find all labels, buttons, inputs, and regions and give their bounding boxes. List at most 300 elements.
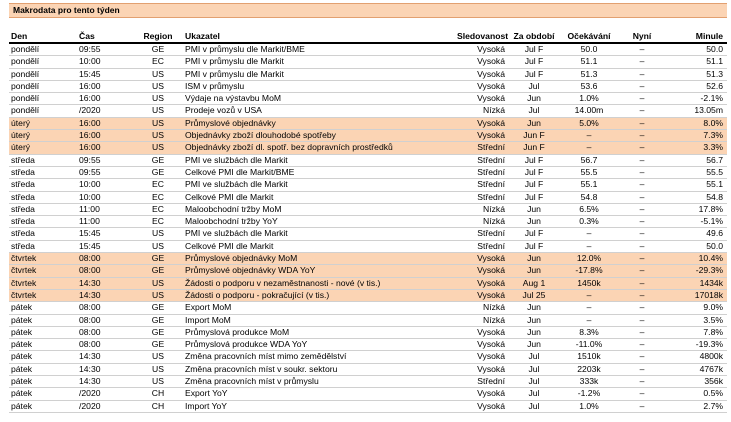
table-row: [9, 240, 727, 252]
cell-cas: /2020: [79, 105, 101, 116]
cell-obdobi: Jun: [527, 203, 541, 214]
cell-sledovanost: Nízká: [483, 216, 505, 227]
cell-cas: 08:00: [79, 265, 101, 276]
cell-den: středa: [11, 166, 35, 177]
cell-ocekavani: 50.0: [580, 44, 598, 54]
cell-region: GE: [151, 302, 165, 313]
cell-cas: /2020: [79, 388, 101, 399]
cell-ocekavani: –: [586, 130, 592, 141]
cell-region: GE: [151, 339, 165, 350]
cell-nyni: –: [639, 203, 645, 214]
cell-nyni: –: [639, 302, 645, 313]
cell-region: CH: [151, 400, 165, 411]
cell-region: US: [152, 289, 164, 300]
table-row: [9, 191, 727, 203]
cell-den: čtvrtek: [11, 253, 37, 264]
cell-cas: 16:00: [79, 130, 101, 141]
cell-sledovanost: Nízká: [483, 105, 505, 116]
cell-ocekavani: –: [586, 314, 592, 325]
cell-minule: 50.0: [706, 44, 723, 54]
cell-nyni: –: [639, 388, 645, 399]
cell-region: US: [152, 351, 164, 362]
cell-cas: 09:55: [79, 154, 101, 165]
cell-region: EC: [152, 203, 164, 214]
cell-sledovanost: Střední: [477, 228, 505, 239]
cell-sledovanost: Střední: [477, 142, 505, 153]
cell-cas: 15:45: [79, 228, 101, 239]
cell-sledovanost: Vysoká: [477, 265, 505, 276]
cell-nyni: –: [639, 376, 645, 387]
cell-obdobi: Jun: [527, 302, 541, 313]
table-row: [9, 43, 727, 56]
cell-region: US: [152, 80, 164, 91]
cell-sledovanost: Vysoká: [477, 326, 505, 337]
cell-den: středa: [11, 154, 35, 165]
cell-nyni: –: [639, 363, 645, 374]
table-row: [9, 203, 727, 215]
cell-minule: 54.8: [706, 191, 723, 202]
table-row: [9, 351, 727, 363]
cell-sledovanost: Nízká: [483, 314, 505, 325]
cell-ukazatel: Celkové PMI dle Markit: [185, 240, 274, 251]
cell-cas: 10:00: [79, 191, 101, 202]
cell-minule: -29.3%: [695, 265, 723, 276]
table-row: [9, 326, 727, 338]
cell-ocekavani: 53.6: [580, 80, 598, 91]
cell-den: pátek: [11, 351, 33, 362]
table-row: [9, 80, 727, 92]
cell-region: US: [152, 228, 164, 239]
cell-cas: 16:00: [79, 93, 101, 104]
cell-ocekavani: 56.7: [580, 154, 598, 165]
cell-cas: 08:00: [79, 326, 101, 337]
cell-ukazatel: Průmyslová produkce MoM: [185, 326, 290, 337]
cell-sledovanost: Střední: [477, 154, 505, 165]
cell-cas: 08:00: [79, 339, 101, 350]
cell-nyni: –: [639, 44, 645, 54]
col-header-region: Region: [143, 31, 173, 41]
cell-cas: 16:00: [79, 142, 101, 153]
cell-region: US: [152, 277, 164, 288]
cell-nyni: –: [639, 166, 645, 177]
cell-minule: 17.8%: [698, 203, 723, 214]
cell-obdobi: Jul F: [524, 166, 544, 177]
cell-ocekavani: -11.0%: [575, 339, 603, 350]
cell-cas: 09:55: [79, 166, 101, 177]
cell-sledovanost: Nízká: [483, 203, 505, 214]
cell-sledovanost: Vysoká: [477, 388, 505, 399]
cell-ukazatel: PMI v průmyslu dle Markit: [185, 68, 284, 79]
cell-region: CH: [151, 388, 165, 399]
cell-nyni: –: [639, 154, 645, 165]
table-row: [9, 376, 727, 388]
cell-ocekavani: –: [586, 228, 592, 239]
cell-sledovanost: Střední: [477, 240, 505, 251]
cell-ukazatel: Žádosti o podporu - pokračující (v tis.): [185, 289, 330, 300]
cell-nyni: –: [639, 314, 645, 325]
cell-ukazatel: PMI ve službách dle Markit: [185, 154, 288, 165]
cell-ukazatel: Změna pracovních míst v soukr. sektoru: [185, 363, 338, 374]
cell-sledovanost: Střední: [477, 166, 505, 177]
cell-ocekavani: 5.0%: [579, 117, 599, 128]
cell-minule: 13.05m: [694, 105, 723, 116]
cell-sledovanost: Vysoká: [477, 56, 505, 67]
cell-nyni: –: [639, 142, 645, 153]
cell-region: US: [152, 68, 164, 79]
cell-den: pátek: [11, 376, 33, 387]
cell-ukazatel: Objednávky zboží dlouhodobé spotřeby: [185, 130, 336, 141]
cell-den: středa: [11, 203, 35, 214]
cell-ocekavani: 55.1: [580, 179, 598, 190]
table-row: [9, 253, 727, 265]
cell-sledovanost: Vysoká: [477, 130, 505, 141]
cell-ocekavani: 1.0%: [579, 93, 599, 104]
cell-ukazatel: Výdaje na výstavbu MoM: [185, 93, 282, 104]
table-row: [9, 179, 727, 191]
table-row: [9, 388, 727, 400]
cell-den: středa: [11, 240, 35, 251]
cell-obdobi: Jun F: [523, 142, 545, 153]
cell-sledovanost: Vysoká: [477, 400, 505, 411]
cell-nyni: –: [639, 93, 645, 104]
table-row: [9, 302, 727, 314]
cell-ukazatel: Průmyslové objednávky MoM: [185, 253, 298, 264]
table-title: Makrodata pro tento týden: [9, 3, 727, 18]
cell-obdobi: Jun F: [523, 130, 545, 141]
cell-nyni: –: [639, 228, 645, 239]
cell-minule: 55.5: [706, 166, 723, 177]
cell-ocekavani: -17.8%: [575, 265, 603, 276]
cell-sledovanost: Vysoká: [477, 93, 505, 104]
cell-nyni: –: [639, 130, 645, 141]
cell-region: EC: [152, 191, 164, 202]
table-row: [9, 105, 727, 117]
cell-den: pátek: [11, 326, 33, 337]
cell-cas: 10:00: [79, 179, 101, 190]
cell-den: pondělí: [11, 105, 40, 116]
cell-cas: 16:00: [79, 117, 101, 128]
cell-region: GE: [151, 44, 165, 54]
table-row: [9, 117, 727, 129]
cell-cas: 14:30: [79, 376, 101, 387]
table-row: [9, 166, 727, 178]
cell-minule: 50.0: [706, 240, 723, 251]
cell-ocekavani: 14.00m: [574, 105, 604, 116]
cell-cas: 14:30: [79, 289, 101, 300]
cell-nyni: –: [639, 105, 645, 116]
cell-obdobi: Jul: [528, 363, 540, 374]
cell-obdobi: Jul F: [524, 56, 544, 67]
cell-region: GE: [151, 265, 165, 276]
cell-ocekavani: 6.5%: [579, 203, 599, 214]
cell-ocekavani: –: [586, 240, 592, 251]
cell-den: pátek: [11, 302, 33, 313]
cell-den: pondělí: [11, 80, 40, 91]
cell-obdobi: Jun: [527, 314, 541, 325]
cell-den: středa: [11, 191, 35, 202]
cell-cas: 15:45: [79, 240, 101, 251]
cell-sledovanost: Vysoká: [477, 80, 505, 91]
cell-obdobi: Jun: [527, 216, 541, 227]
cell-cas: 15:45: [79, 68, 101, 79]
cell-den: pondělí: [11, 93, 40, 104]
cell-minule: 49.6: [706, 228, 723, 239]
cell-obdobi: Jun: [527, 117, 541, 128]
cell-obdobi: Jul F: [524, 191, 544, 202]
cell-den: pátek: [11, 314, 33, 325]
cell-ukazatel: Změna pracovních míst mimo zemědělství: [185, 351, 347, 362]
cell-ocekavani: 0.3%: [579, 216, 599, 227]
cell-ukazatel: Export MoM: [185, 302, 232, 313]
cell-ocekavani: 55.5: [580, 166, 598, 177]
col-header-den: Den: [11, 31, 28, 41]
cell-obdobi: Jul F: [524, 179, 544, 190]
cell-minule: 51.3: [706, 68, 723, 79]
cell-ukazatel: Export YoY: [185, 388, 228, 399]
cell-ukazatel: PMI ve službách dle Markit: [185, 179, 288, 190]
cell-minule: -5.1%: [700, 216, 723, 227]
cell-ukazatel: Objednávky zboží dl. spotř. bez dopravních prostředků: [185, 142, 393, 153]
cell-sledovanost: Vysoká: [477, 117, 505, 128]
cell-region: EC: [152, 56, 164, 67]
cell-minule: 8.0%: [703, 117, 723, 128]
cell-cas: 11:00: [79, 216, 100, 227]
cell-nyni: –: [639, 240, 645, 251]
cell-region: GE: [151, 166, 165, 177]
col-header-ukazatel: Ukazatel: [185, 31, 220, 41]
cell-nyni: –: [639, 216, 645, 227]
cell-den: čtvrtek: [11, 289, 37, 300]
cell-obdobi: Jul 25: [522, 289, 546, 300]
table-row: [9, 339, 727, 351]
table-row: [9, 228, 727, 240]
cell-den: pátek: [11, 400, 33, 411]
cell-minule: -19.3%: [695, 339, 723, 350]
cell-ukazatel: Import YoY: [185, 400, 228, 411]
cell-minule: 9.0%: [703, 302, 723, 313]
cell-cas: 09:55: [79, 44, 101, 54]
cell-nyni: –: [639, 68, 645, 79]
cell-region: US: [152, 117, 164, 128]
col-header-minule: Minule: [695, 31, 723, 41]
cell-ocekavani: –: [586, 142, 592, 153]
cell-ukazatel: PMI v průmyslu dle Markit: [185, 56, 284, 67]
table-row: [9, 68, 727, 80]
cell-minule: 356k: [704, 376, 723, 387]
cell-minule: 2.7%: [703, 400, 723, 411]
col-header-nyni: Nyní: [632, 31, 652, 41]
cell-den: úterý: [11, 142, 31, 153]
cell-obdobi: Jun: [527, 265, 541, 276]
cell-nyni: –: [639, 253, 645, 264]
table-row: [9, 265, 727, 277]
cell-nyni: –: [639, 179, 645, 190]
cell-den: pátek: [11, 363, 33, 374]
cell-sledovanost: Vysoká: [477, 68, 505, 79]
cell-obdobi: Jun: [527, 253, 541, 264]
cell-sledovanost: Vysoká: [477, 277, 505, 288]
cell-den: středa: [11, 179, 35, 190]
cell-obdobi: Jun: [527, 339, 541, 350]
cell-ocekavani: 1450k: [577, 277, 601, 288]
cell-den: čtvrtek: [11, 277, 37, 288]
cell-nyni: –: [639, 339, 645, 350]
col-header-sledovanost: Sledovanost: [457, 31, 509, 41]
cell-sledovanost: Vysoká: [477, 339, 505, 350]
cell-cas: /2020: [79, 400, 101, 411]
cell-minule: 56.7: [706, 154, 723, 165]
col-header-obdobi: Za období: [513, 31, 555, 41]
cell-ocekavani: 51.3: [580, 68, 598, 79]
cell-sledovanost: Vysoká: [477, 351, 505, 362]
cell-region: GE: [151, 253, 165, 264]
table-body: [9, 43, 727, 412]
cell-ukazatel: Průmyslové objednávky WDA YoY: [185, 265, 316, 276]
table-row: [9, 56, 727, 68]
cell-cas: 14:30: [79, 363, 101, 374]
col-header-cas: Čas: [79, 31, 95, 41]
cell-nyni: –: [639, 117, 645, 128]
cell-cas: 08:00: [79, 253, 101, 264]
cell-obdobi: Jul F: [524, 154, 544, 165]
cell-minule: -2.1%: [700, 93, 723, 104]
table-row: [9, 363, 727, 375]
cell-minule: 7.3%: [703, 130, 723, 141]
cell-sledovanost: Střední: [477, 191, 505, 202]
cell-minule: 4767k: [699, 363, 723, 374]
cell-ukazatel: Import MoM: [185, 314, 231, 325]
cell-cas: 16:00: [79, 80, 101, 91]
cell-minule: 52.6: [706, 80, 723, 91]
cell-obdobi: Jul: [528, 376, 540, 387]
cell-ocekavani: 54.8: [580, 191, 598, 202]
cell-ukazatel: Maloobchodní tržby MoM: [185, 203, 282, 214]
cell-ukazatel: Celkové PMI dle Markit/BME: [185, 166, 295, 177]
cell-region: GE: [151, 326, 165, 337]
cell-cas: 08:00: [79, 302, 101, 313]
cell-den: pátek: [11, 339, 33, 350]
cell-ukazatel: Celkové PMI dle Markit: [185, 191, 274, 202]
cell-obdobi: Jul: [528, 400, 540, 411]
cell-sledovanost: Vysoká: [477, 253, 505, 264]
cell-sledovanost: Nízká: [483, 302, 505, 313]
cell-den: pondělí: [11, 68, 40, 79]
cell-ukazatel: PMI ve službách dle Markit: [185, 228, 288, 239]
cell-ocekavani: 51.1: [580, 56, 598, 67]
cell-den: pátek: [11, 388, 33, 399]
cell-region: US: [152, 130, 164, 141]
cell-ukazatel: PMI v průmyslu dle Markit/BME: [185, 44, 305, 54]
cell-nyni: –: [639, 265, 645, 276]
cell-nyni: –: [639, 80, 645, 91]
cell-obdobi: Jul F: [524, 240, 544, 251]
cell-ocekavani: -1.2%: [577, 388, 601, 399]
cell-region: EC: [152, 179, 164, 190]
cell-ocekavani: –: [586, 289, 592, 300]
cell-minule: 3.5%: [703, 314, 723, 325]
cell-minule: 3.3%: [703, 142, 723, 153]
cell-nyni: –: [639, 351, 645, 362]
cell-region: US: [152, 376, 164, 387]
table-row: [9, 314, 727, 326]
cell-region: US: [152, 105, 164, 116]
cell-obdobi: Jul: [528, 351, 540, 362]
cell-obdobi: Jun: [527, 326, 541, 337]
table-row: [9, 289, 727, 301]
table-row: [9, 277, 727, 289]
table-row: [9, 130, 727, 142]
cell-nyni: –: [639, 289, 645, 300]
cell-nyni: –: [639, 326, 645, 337]
cell-region: GE: [151, 314, 165, 325]
cell-minule: 4800k: [699, 351, 723, 362]
cell-ukazatel: Změna pracovních míst v průmyslu: [185, 376, 319, 387]
cell-ukazatel: Maloobchodní tržby YoY: [185, 216, 278, 227]
cell-region: EC: [152, 216, 164, 227]
cell-obdobi: Jul: [528, 105, 540, 116]
cell-obdobi: Jul F: [524, 68, 544, 79]
cell-cas: 14:30: [79, 351, 101, 362]
cell-den: úterý: [11, 130, 31, 141]
cell-nyni: –: [639, 277, 645, 288]
cell-minule: 0.5%: [703, 388, 723, 399]
macro-calendar-table: [9, 31, 727, 413]
cell-minule: 17018k: [694, 289, 723, 300]
table-row: [9, 216, 727, 228]
cell-ukazatel: Průmyslová produkce WDA YoY: [185, 339, 308, 350]
cell-minule: 7.8%: [703, 326, 723, 337]
cell-den: úterý: [11, 117, 31, 128]
cell-cas: 08:00: [79, 314, 101, 325]
cell-region: US: [152, 93, 164, 104]
cell-region: GE: [151, 154, 165, 165]
cell-ocekavani: 1.0%: [579, 400, 599, 411]
cell-region: US: [152, 142, 164, 153]
cell-cas: 10:00: [79, 56, 101, 67]
cell-nyni: –: [639, 400, 645, 411]
cell-ocekavani: 12.0%: [576, 253, 602, 264]
table-row: [9, 154, 727, 166]
table-row: [9, 142, 727, 154]
cell-minule: 10.4%: [698, 253, 723, 264]
cell-den: pondělí: [11, 56, 40, 67]
cell-minule: 51.1: [706, 56, 723, 67]
cell-cas: 11:00: [79, 203, 100, 214]
cell-obdobi: Jun: [527, 93, 541, 104]
cell-minule: 1434k: [699, 277, 723, 288]
cell-ukazatel: Žádosti o podporu v nezaměstnanosti - nové (v tis.): [185, 277, 381, 288]
cell-den: středa: [11, 228, 35, 239]
cell-region: US: [152, 240, 164, 251]
cell-ocekavani: 333k: [579, 376, 599, 387]
cell-obdobi: Jul: [528, 388, 540, 399]
cell-cas: 14:30: [79, 277, 101, 288]
cell-obdobi: Jul F: [524, 228, 544, 239]
cell-sledovanost: Střední: [477, 179, 505, 190]
cell-minule: 55.1: [706, 179, 723, 190]
cell-ukazatel: Průmyslové objednávky: [185, 117, 276, 128]
cell-nyni: –: [639, 191, 645, 202]
cell-sledovanost: Střední: [477, 376, 505, 387]
cell-den: čtvrtek: [11, 265, 37, 276]
cell-ukazatel: ISM v průmyslu: [185, 80, 245, 91]
cell-ocekavani: 1510k: [577, 351, 601, 362]
cell-obdobi: Aug 1: [522, 277, 546, 288]
col-header-ocekavani: Očekávání: [567, 31, 611, 41]
cell-obdobi: Jul: [528, 80, 540, 91]
cell-ocekavani: 2203k: [577, 363, 601, 374]
cell-sledovanost: Vysoká: [477, 44, 505, 54]
